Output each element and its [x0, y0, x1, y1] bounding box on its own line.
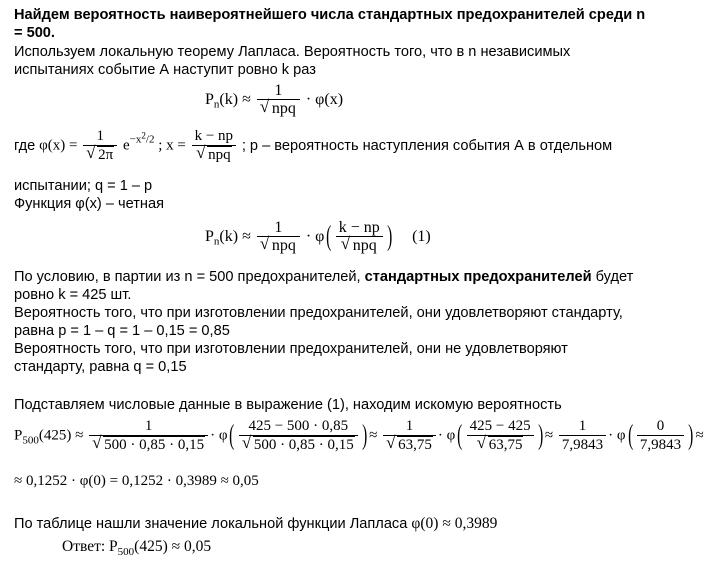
f3-frac-4	[467, 418, 534, 454]
f2-label: (1)	[412, 228, 431, 245]
f3-sub: 500	[22, 434, 39, 447]
where-frac-1	[83, 128, 117, 164]
condition-line-5: Вероятность того, что при изготовлении предохранителей, они не удовлетворяют	[14, 341, 568, 357]
where-den1: 2π	[98, 147, 114, 163]
where-den2: npq	[208, 147, 231, 163]
condition-line-1	[14, 268, 633, 286]
f3-approx2: ≈	[544, 427, 554, 444]
f2-inner-num: k − np	[336, 219, 383, 237]
answer-rest: (425) ≈ 0,05	[134, 538, 212, 555]
f1-lhs: P	[205, 91, 214, 108]
condition-line-3: Вероятность того, что при изготовлении предохранителей, они удовлетворяют стандарту,	[14, 305, 623, 321]
f3-n3: 1	[383, 418, 436, 436]
heading-line-2: = 500.	[14, 25, 55, 41]
where-num1: 1	[83, 128, 117, 146]
f3-approx1: ≈	[369, 427, 378, 444]
table-value: φ(0) ≈ 0,3989	[411, 515, 498, 532]
f3-n1: 1	[89, 418, 208, 436]
answer-lhs: P	[109, 538, 118, 555]
f3-d5: 7,9843	[561, 437, 604, 453]
cond-pre: По условию, в партии из n = 500 предохранителей,	[14, 269, 365, 285]
answer-label: Ответ:	[62, 538, 106, 555]
f1-num: 1	[257, 82, 300, 100]
f3-n6: 0	[637, 418, 684, 436]
f3-frac-2	[239, 418, 358, 454]
f3-d4: 63,75	[488, 437, 523, 453]
intro-line-2: испытаниях событие А наступит ровно k раз	[14, 62, 316, 78]
cond-bold: стандартных предохранителей	[364, 269, 592, 285]
f1-fraction	[257, 82, 300, 118]
answer-line	[62, 538, 211, 558]
formula-substitution: $P_{500}(425)$ ≈ 1 √ 500 · 0,85 · 0,15 · φ( 425 − 500 · 0,85 √ 500 · 0,85 · 0,15 ) ≈ 1 √ 63,75 · φ( 425 − 425 √ 63,75 ) ≈ $\frac{1}{7,9843}$ · φ( $\frac{0}{7,9843}$ ) ≈	[14, 418, 704, 454]
f2-inner-fraction	[336, 219, 383, 255]
where-prefix: где	[14, 138, 36, 154]
f3-frac-6	[637, 418, 684, 454]
where-text-2: испытании; q = 1 – p	[14, 178, 153, 194]
formula-result-line: ≈ 0,1252 · φ(0) = 0,1252 · 0,3989 ≈ 0,05	[14, 473, 259, 489]
f3-d2: 500 · 0,85 · 0,15	[253, 437, 354, 453]
f3-n2: 425 − 500 · 0,85	[239, 418, 358, 436]
f2-num: 1	[257, 219, 300, 237]
where-phi: φ(x) =	[39, 137, 78, 154]
f1-sub: n	[213, 98, 220, 111]
f1-den: npq	[271, 100, 296, 117]
f2-inner-den: npq	[352, 237, 377, 254]
f2-fraction	[257, 219, 300, 255]
heading-line-1: Найдем вероятность наивероятнейшего числа стандартных предохранителей среди n	[14, 7, 646, 23]
f3-d3: 63,75	[398, 437, 432, 453]
f2-arg: (k) ≈	[219, 228, 251, 245]
where-exp-tail: /2	[145, 133, 155, 146]
formula-1: $P_n(k)$ ≈ 1 √ npq · φ( k − np √ npq ) (1)	[205, 219, 431, 255]
f3-n4: 425 − 425	[467, 418, 534, 436]
f3-dot3: · φ	[608, 427, 626, 444]
condition-line-6: стандарту, равна q = 0,15	[14, 359, 187, 375]
where-frac-2	[192, 128, 236, 164]
substitute-line: Подставляем числовые данные в выражение (1), находим искомую вероятность	[14, 397, 562, 413]
f2-sub: n	[213, 235, 220, 248]
f3-frac-3	[383, 418, 436, 454]
f1-arg: (k) ≈	[219, 91, 251, 108]
f3-d6: 7,9843	[639, 437, 682, 453]
intro-line-1: Используем локальную теорему Лапласа. Вероятность того, что в n независимых	[14, 44, 571, 60]
formula-where	[14, 128, 612, 164]
f3-dot1: · φ	[210, 427, 228, 444]
f3-n5: 1	[559, 418, 606, 436]
f3-arg: (425) ≈	[38, 427, 84, 444]
where-num2: k − np	[192, 128, 236, 146]
where-text-1: ; p – вероятность наступления события А в отдельном	[241, 138, 613, 154]
f2-dot: · φ	[305, 228, 325, 245]
condition-line-2: ровно k = 425 шт.	[14, 287, 132, 303]
table-line	[14, 515, 497, 533]
cond-post: будет	[591, 269, 634, 285]
f3-lhs: P	[14, 427, 23, 444]
formula-laplace	[205, 82, 343, 118]
f3-d1: 500 · 0,85 · 0,15	[104, 437, 205, 453]
answer-sub: 500	[117, 546, 135, 558]
f3-approx3: ≈	[695, 427, 704, 444]
f3-dot2: · φ	[437, 427, 456, 444]
where-x-eq: ; x =	[158, 137, 186, 154]
where-exp2: 2	[141, 130, 146, 141]
f2-lhs: P	[205, 228, 214, 245]
where-exp-base: e	[123, 137, 130, 154]
where-exp: −x	[129, 133, 142, 146]
f1-rhs: · φ(x)	[305, 91, 344, 108]
f2-den: npq	[271, 237, 296, 254]
f3-frac-5	[559, 418, 606, 454]
even-function-note: Функция φ(x) – четная	[14, 196, 165, 212]
f3-frac-1	[89, 418, 208, 454]
condition-line-4: равна p = 1 – q = 1 – 0,15 = 0,85	[14, 323, 230, 339]
table-text: По таблице нашли значение локальной функции Лапласа	[14, 516, 408, 532]
